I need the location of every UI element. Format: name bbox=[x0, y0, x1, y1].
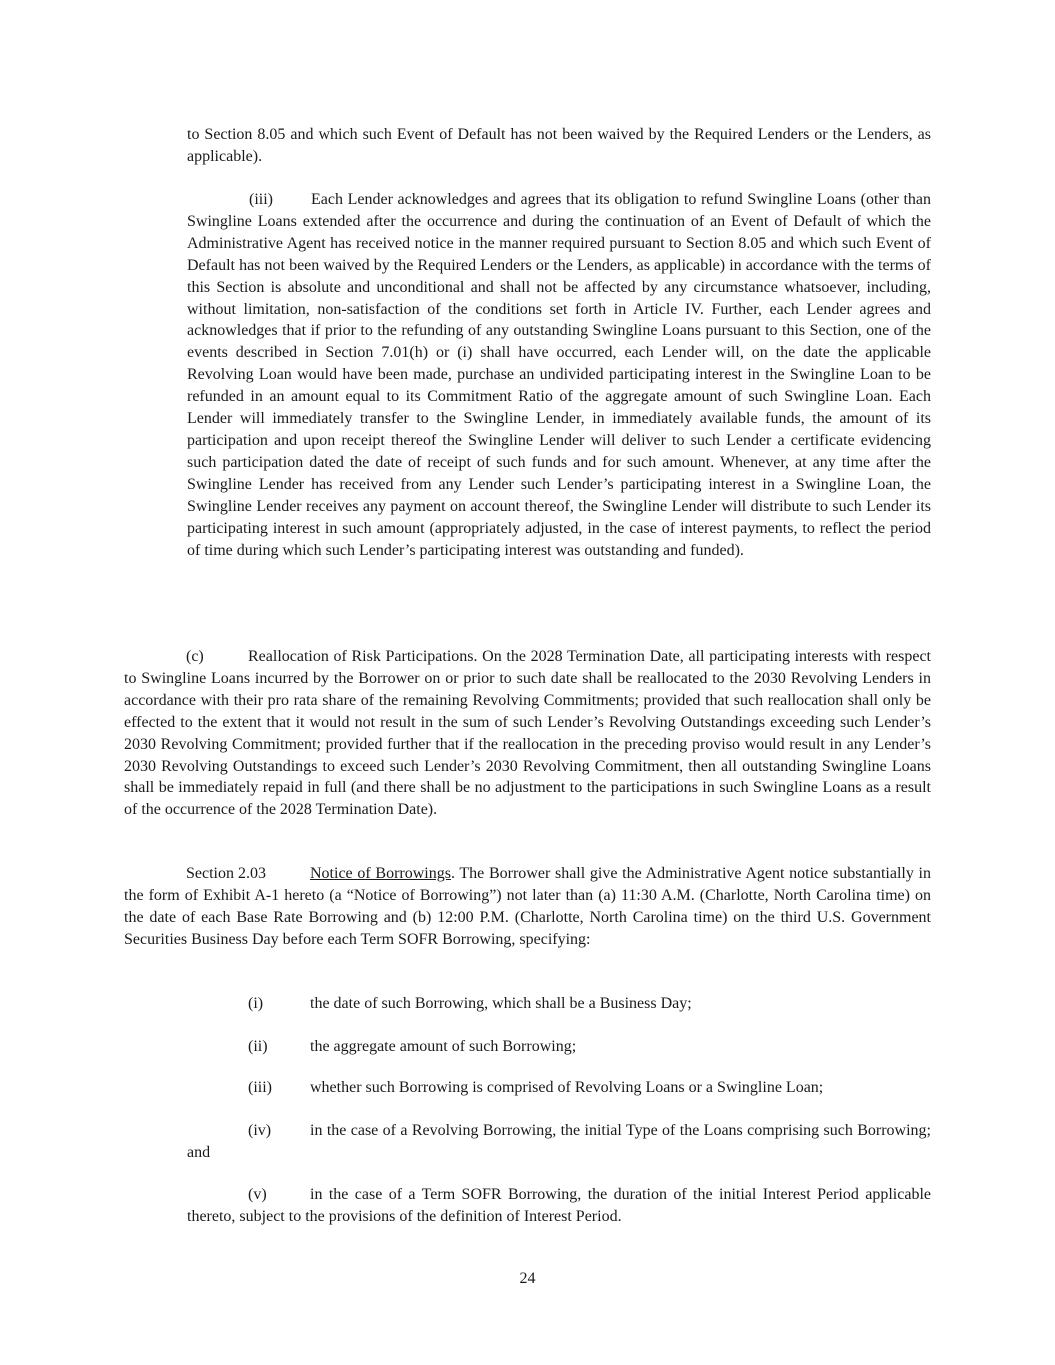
paragraph-continuation: to Section 8.05 and which such Event of Default has not been waived by the Required Lenders or the Lenders, as applicable). bbox=[187, 126, 931, 165]
list-item-text: in the case of a Term SOFR Borrowing, the duration of the initial Interest Period applicable thereto, subject to the provisions of the definition of Interest Period. bbox=[187, 1186, 931, 1225]
list-item-text: the aggregate amount of such Borrowing; bbox=[310, 1038, 577, 1055]
list-item bbox=[187, 1184, 931, 1228]
paragraph-text: Reallocation of Risk Participations. On the 2028 Termination Date, all participating interests with respect to Swingline Loans incurred by the Borrower on or prior to such date shall be reallocated to the 2030 Revolving Lenders in accordance with their pro rata share of the remaining Revolving Commitments; provided that such reallocation shall only be effected to the extent that it would not result in the sum of such Lender’s Revolving Outstandings exceeding such Lender’s 2030 Revolving Commitment; provided further that if the reallocation in the preceding proviso would result in any Lender’s 2030 Revolving Outstandings to exceed such Lender’s 2030 Revolving Commitment, then all outstanding Swingline Loans shall be immediately repaid in full (and there shall be no adjustment to the participations in such Swingline Loans as a result of the occurrence of the 2028 Termination Date). bbox=[124, 648, 931, 819]
list-item-text: in the case of a Revolving Borrowing, the initial Type of the Loans comprising such Borrowing; and bbox=[187, 1122, 931, 1161]
list-item-number: (ii) bbox=[248, 1038, 268, 1055]
list-item-number: (iv) bbox=[248, 1122, 272, 1139]
list-item-number: (i) bbox=[248, 995, 264, 1012]
list-item-text: the date of such Borrowing, which shall be a Business Day; bbox=[310, 995, 692, 1012]
list-item-number: (v) bbox=[248, 1186, 267, 1203]
paragraph-text: Each Lender acknowledges and agrees that its obligation to refund Swingline Loans (other than Swingline Loans extended after the occurrence and during the continuation of an Event of Default of which the Administrative Agent has received notice in the manner required pursuant to Section 8.05 and which such Event of Default has not been waived by the Required Lenders or the Lenders, as applicable) in accordance with the terms of this Section is absolute and unconditional and shall not be affected by any circumstance whatsoever, including, without limitation, non-satisfaction of the conditions set forth in Article IV. Further, each Lender agrees and acknowledges that if prior to the refunding of any outstanding Swingline Loans pursuant to this Section, one of the events described in Section 7.01(h) or (i) shall have occurred, each Lender will, on the date the applicable Revolving Loan would have been made, purchase an undivided participating interest in the Swingline Loan to be refunded in an amount equal to its Commitment Ratio of the aggregate amount of such Swingline Loan. Each Lender will immediately transfer to the Swingline Lender, in immediately available funds, the amount of its participation and upon receipt thereof the Swingline Lender will deliver to such Lender a certificate evidencing such participation dated the date of receipt of such funds and for such amount. Whenever, at any time after the Swingline Lender has received from any Lender such Lender’s participating interest in a Swingline Loan, the Swingline Lender receives any payment on account thereof, the Swingline Lender will distribute to such Lender its participating interest in such amount (appropriately adjusted, in the case of interest payments, to reflect the period of time during which such Lender’s participating interest was outstanding and funded). bbox=[187, 191, 931, 559]
paragraph-label: (c) bbox=[186, 648, 204, 665]
section-text: . The Borrower shall give the Administrative Agent notice substantially in the form of Exhibit A-1 hereto (a “Notice of Borrowing”) not later than (a) 11:30 A.M. (Charlotte, North Carolina time) on the date of each Base Rate Borrowing and (b) 12:00 P.M. (Charlotte, North Carolina time) on the third U.S. Government Securities Business Day before each Term SOFR Borrowing, specifying: bbox=[124, 865, 932, 948]
paragraph-label: (iii) bbox=[249, 191, 273, 208]
list-item-number: (iii) bbox=[248, 1079, 272, 1096]
section-2-03 bbox=[124, 863, 931, 951]
paragraph-b-iii bbox=[187, 189, 931, 561]
page-number: 24 bbox=[519, 1270, 536, 1287]
section-heading: Notice of Borrowings bbox=[310, 865, 451, 882]
list-item-text: whether such Borrowing is comprised of Revolving Loans or a Swingline Loan; bbox=[310, 1079, 824, 1096]
section-label: Section 2.03 bbox=[186, 865, 266, 882]
paragraph-c bbox=[124, 646, 931, 821]
list-item bbox=[187, 1120, 931, 1164]
